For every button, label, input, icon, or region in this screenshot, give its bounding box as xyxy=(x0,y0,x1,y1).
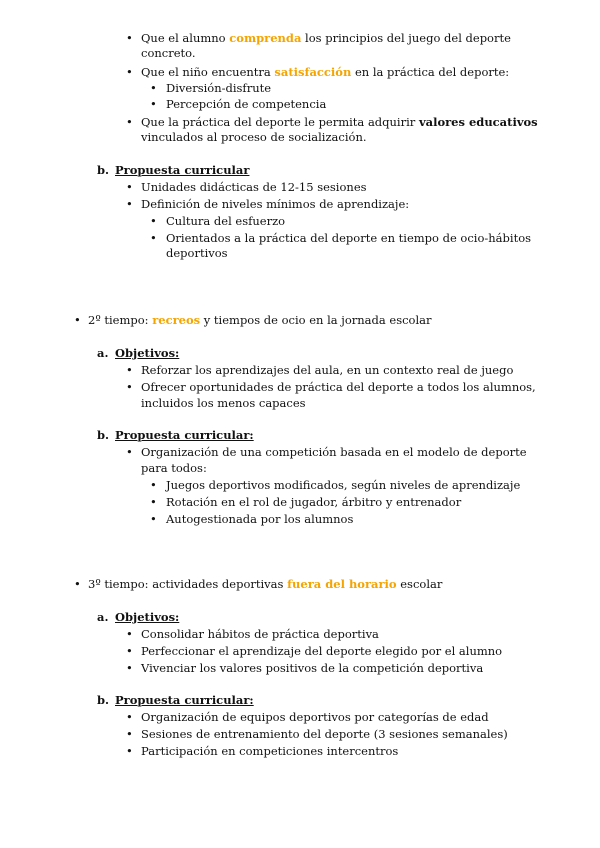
list-label-a: a. xyxy=(97,610,109,624)
list-item-cont: para todos: xyxy=(141,461,207,475)
intro-item-comprenda xyxy=(141,31,511,46)
intro-item-valores-cont: vinculados al proceso de socialización. xyxy=(141,130,367,144)
bullet-glyph: • xyxy=(126,65,133,79)
bullet-glyph: • xyxy=(126,445,133,459)
highlight-text: fuera del horario xyxy=(287,577,397,591)
list-item: Definición de niveles mínimos de aprendizaje: xyxy=(141,197,410,211)
section-heading: Propuesta curricular: xyxy=(115,693,254,707)
sub-list-item: Autogestionada por los alumnos xyxy=(166,512,354,526)
list-item: Vivenciar los valores positivos de la competición deportiva xyxy=(141,661,484,675)
tiempo-2-heading xyxy=(88,313,432,328)
bullet-glyph: • xyxy=(126,363,133,377)
bullet-glyph: • xyxy=(126,744,133,758)
sub-list-item: Orientados a la práctica del deporte en tiempo de ocio-hábitos xyxy=(166,231,532,245)
sub-list-item-cont: deportivos xyxy=(166,246,228,260)
highlight-text: comprenda xyxy=(229,31,302,45)
bullet-glyph: • xyxy=(126,31,133,45)
text: Que el alumno xyxy=(141,31,230,45)
bullet-glyph: • xyxy=(126,115,133,129)
bullet-glyph: • xyxy=(126,727,133,741)
sub-list-item: Rotación en el rol de jugador, árbitro y entrenador xyxy=(166,495,462,509)
intro-subitem: Diversión-disfrute xyxy=(166,81,272,95)
text: 2º tiempo: xyxy=(88,313,153,327)
bullet-glyph: • xyxy=(126,661,133,675)
bullet-glyph: • xyxy=(150,214,157,228)
bullet-glyph: • xyxy=(126,197,133,211)
text: los principios del juego del deporte xyxy=(301,31,511,45)
bullet-glyph: • xyxy=(74,577,81,591)
text: Que el niño encuentra xyxy=(141,65,275,79)
bullet-glyph: • xyxy=(150,512,157,526)
text: en la práctica del deporte: xyxy=(351,65,510,79)
list-item: Consolidar hábitos de práctica deportiva xyxy=(141,627,379,641)
tiempo-3-heading xyxy=(88,577,442,592)
list-label-b: b. xyxy=(97,163,110,177)
sub-list-item: Juegos deportivos modificados, según niveles de aprendizaje xyxy=(166,478,521,492)
bullet-glyph: • xyxy=(150,231,157,245)
section-heading: Objetivos: xyxy=(115,346,180,360)
bullet-glyph: • xyxy=(74,313,81,327)
bold-text: valores educativos xyxy=(418,115,538,129)
text: Que la práctica del deporte le permita adquirir xyxy=(141,115,419,129)
section-heading: Propuesta curricular xyxy=(115,163,250,177)
list-item: Unidades didácticas de 12-15 sesiones xyxy=(141,180,367,194)
bullet-glyph: • xyxy=(150,81,157,95)
list-item: Reforzar los aprendizajes del aula, en un contexto real de juego xyxy=(141,363,514,377)
list-item: Organización de equipos deportivos por categorías de edad xyxy=(141,710,489,724)
list-label-a: a. xyxy=(97,346,109,360)
intro-item-valores xyxy=(141,115,538,130)
section-heading: Objetivos: xyxy=(115,610,180,624)
list-item: Perfeccionar el aprendizaje del deporte elegido por el alumno xyxy=(141,644,503,658)
bullet-glyph: • xyxy=(126,710,133,724)
sub-list-item: Cultura del esfuerzo xyxy=(166,214,286,228)
bullet-glyph: • xyxy=(150,97,157,111)
section-heading: Propuesta curricular: xyxy=(115,428,254,442)
bullet-glyph: • xyxy=(126,380,133,394)
text: 3º tiempo: actividades deportivas xyxy=(88,577,288,591)
bullet-glyph: • xyxy=(150,495,157,509)
list-item: Participación en competiciones intercentros xyxy=(141,744,399,758)
intro-item-satisfaccion xyxy=(141,65,509,80)
text: escolar xyxy=(396,577,443,591)
list-label-b: b. xyxy=(97,428,110,442)
list-item: Sesiones de entrenamiento del deporte (3 sesiones semanales) xyxy=(141,727,508,741)
bullet-glyph: • xyxy=(126,180,133,194)
highlight-text: recreos xyxy=(152,313,201,327)
intro-item-comprenda-cont: concreto. xyxy=(141,46,196,60)
list-label-b: b. xyxy=(97,693,110,707)
bullet-glyph: • xyxy=(126,644,133,658)
list-item: Organización de una competición basada en el modelo de deporte xyxy=(141,445,527,459)
list-item-cont: incluidos los menos capaces xyxy=(141,396,306,410)
intro-subitem: Percepción de competencia xyxy=(166,97,327,111)
highlight-text: satisfacción xyxy=(274,65,352,79)
list-item: Ofrecer oportunidades de práctica del deporte a todos los alumnos, xyxy=(141,380,536,394)
text: y tiempos de ocio en la jornada escolar xyxy=(200,313,432,327)
bullet-glyph: • xyxy=(150,478,157,492)
bullet-glyph: • xyxy=(126,627,133,641)
